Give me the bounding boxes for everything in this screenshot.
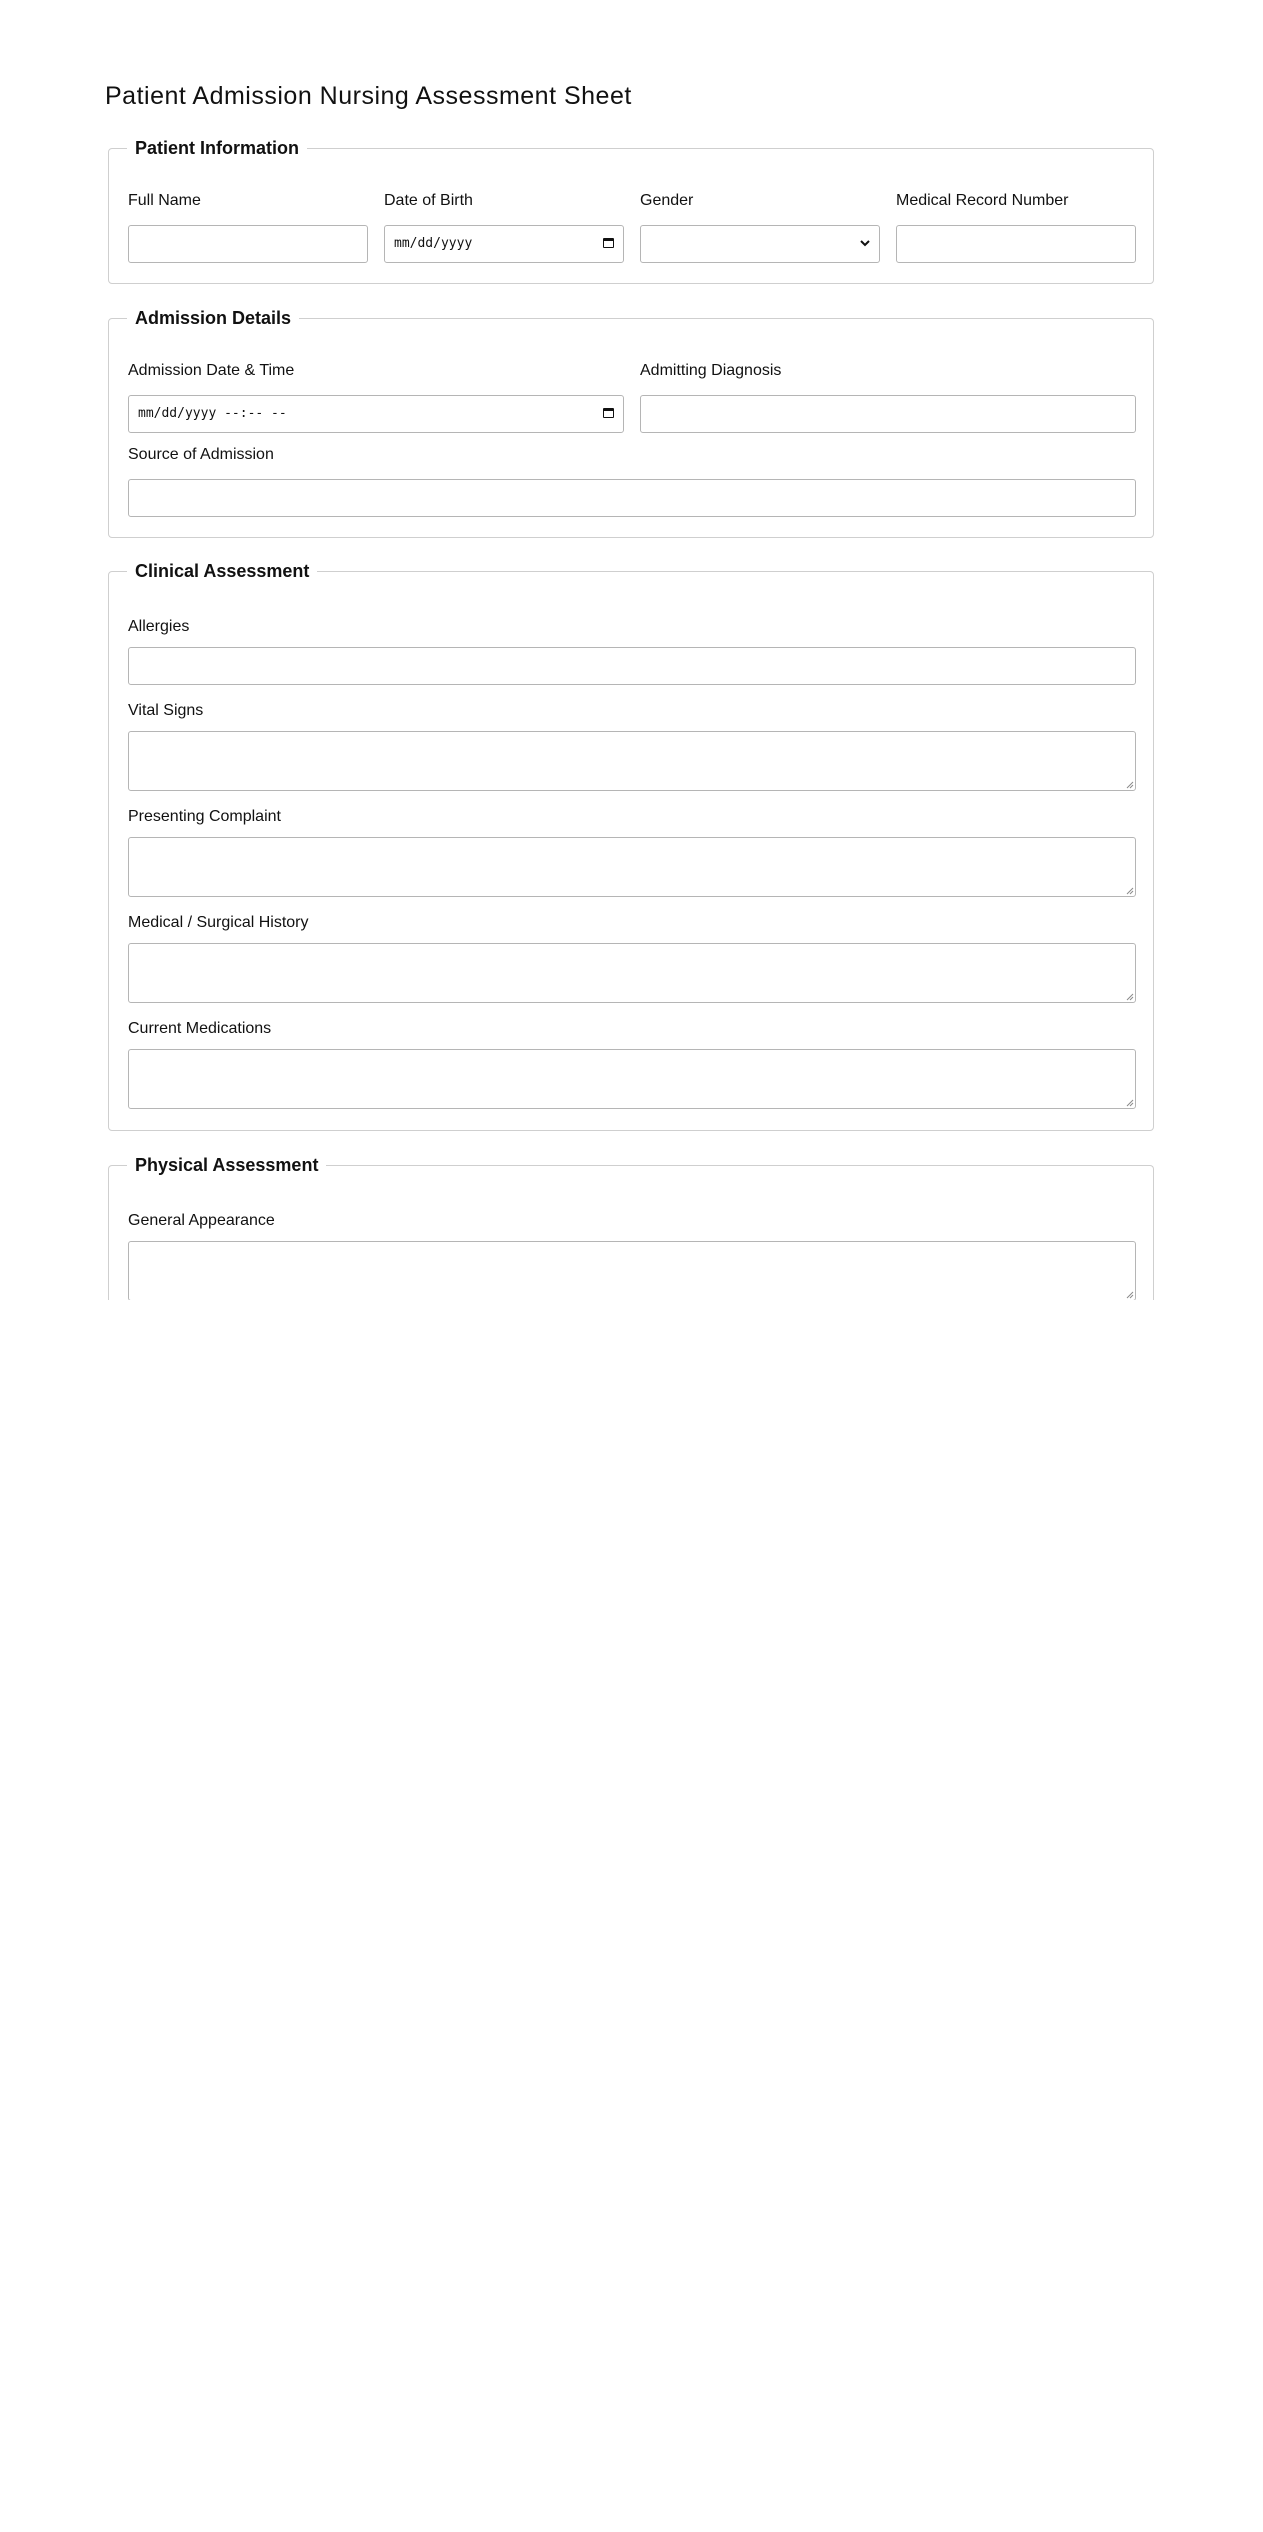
section-legend: Clinical Assessment: [127, 558, 317, 584]
source-of-admission-label: Source of Admission: [128, 446, 274, 463]
allergies-input[interactable]: [128, 647, 1136, 685]
section-legend: Physical Assessment: [127, 1152, 326, 1178]
admitting-diagnosis-input[interactable]: [640, 395, 1136, 433]
page-title: Patient Admission Nursing Assessment Sheet: [105, 82, 632, 110]
allergies-label: Allergies: [128, 618, 190, 635]
section-clinical-assessment: [108, 561, 1154, 1131]
admission-datetime-input[interactable]: [128, 395, 624, 433]
chevron-down-icon: [858, 236, 872, 250]
presenting-complaint-textarea[interactable]: [128, 837, 1136, 897]
section-physical-assessment: [108, 1155, 1154, 1300]
resize-grip-icon[interactable]: [1126, 781, 1134, 789]
source-of-admission-input[interactable]: [128, 479, 1136, 517]
admitting-diagnosis-label: Admitting Diagnosis: [640, 362, 782, 379]
gender-select[interactable]: [640, 225, 880, 263]
current-medications-label: Current Medications: [128, 1020, 272, 1037]
date-of-birth-label: Date of Birth: [384, 192, 473, 209]
gender-label: Gender: [640, 192, 694, 209]
admission-datetime-placeholder: mm/dd/yyyy --:-- --: [138, 406, 287, 421]
section-legend: Admission Details: [127, 305, 299, 331]
presenting-complaint-label: Presenting Complaint: [128, 808, 281, 825]
medical-record-number-input[interactable]: [896, 225, 1136, 263]
resize-grip-icon[interactable]: [1126, 1291, 1134, 1299]
general-appearance-label: General Appearance: [128, 1212, 275, 1229]
resize-grip-icon[interactable]: [1126, 993, 1134, 1001]
section-patient-information: [108, 138, 1154, 284]
resize-grip-icon[interactable]: [1126, 887, 1134, 895]
blank-viewport-area: [0, 1300, 1263, 2532]
medical-surgical-history-label: Medical / Surgical History: [128, 914, 309, 931]
medical-record-number-label: Medical Record Number: [896, 192, 1069, 209]
full-name-label: Full Name: [128, 192, 201, 209]
date-of-birth-input[interactable]: [384, 225, 624, 263]
section-admission-details: [108, 308, 1154, 538]
admission-datetime-label: Admission Date & Time: [128, 362, 295, 379]
section-legend: Patient Information: [127, 135, 307, 161]
date-of-birth-placeholder: mm/dd/yyyy: [394, 236, 473, 251]
general-appearance-textarea[interactable]: [128, 1241, 1136, 1301]
full-name-input[interactable]: [128, 225, 368, 263]
vital-signs-textarea[interactable]: [128, 731, 1136, 791]
current-medications-textarea[interactable]: [128, 1049, 1136, 1109]
medical-surgical-history-textarea[interactable]: [128, 943, 1136, 1003]
vital-signs-label: Vital Signs: [128, 702, 204, 719]
calendar-icon[interactable]: [603, 408, 614, 418]
calendar-icon[interactable]: [603, 238, 614, 248]
resize-grip-icon[interactable]: [1126, 1099, 1134, 1107]
